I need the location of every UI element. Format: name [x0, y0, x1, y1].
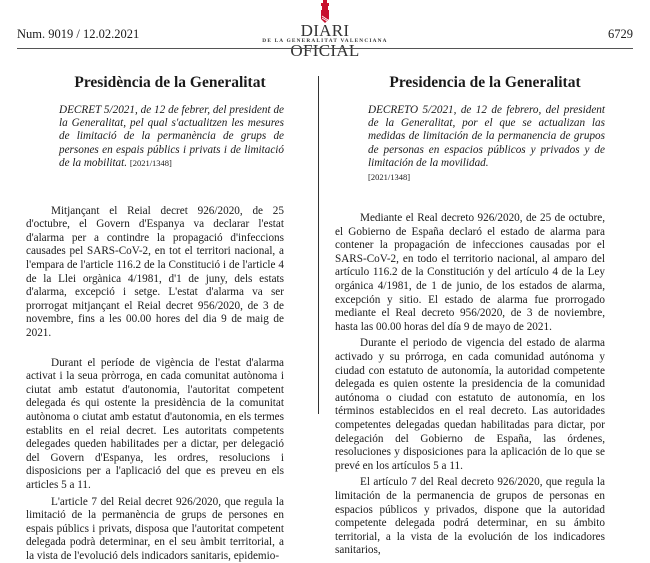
- decree-title: [59, 104, 284, 171]
- section-title: Presidencia de la Generalitat: [365, 76, 605, 90]
- paragraph: Durante el periodo de vigencia del estado de alarma activado y su prórroga, en cada comunidad autónoma y ciudad con estatuto de autonomía, la autoridad competente delegada es quien ostente la presidencia de la comunidad autónoma o ciudad con estatuto de autonomía, en los términos establecidos en el real decreto. Las autoridades competentes delegadas quedan habilitadas para dictar, por delegación del Gobierno de España, las órdenes, resoluciones y disposiciones para la aplicación de lo que se prevé en los artículos 5 a 11.: [335, 337, 605, 473]
- decree-reference: [2021/1348]: [130, 158, 172, 168]
- spanish-column: [335, 76, 605, 558]
- section-title: Presidència de la Generalitat: [56, 76, 284, 90]
- paragraph: Mediante el Real decreto 926/2020, de 25 de octubre, el Gobierno de España declaró el estado de alarma para contener la propagación de infecciones causadas por el SARS-CoV-2, en todo el territorio nacional, al amparo del artículo 116.2 de la Constitución y del artículo 4 de la Ley orgánica 4/1981, de 1 de junio, de los estados de alarma, excepción y sitio. El estado de alarma fue prorrogado mediante el Real decreto 956/2020, de 3 de noviembre, hasta las 00.00 horas del día 9 de mayo de 2021.: [335, 212, 605, 334]
- diari-oficial-logo: [285, 0, 365, 48]
- valencian-column: [26, 76, 284, 563]
- header-rule: [17, 48, 633, 49]
- paragraph: L'article 7 del Reial decret 926/2020, que regula la limitació de la permanència de grups de persones en espais públics i privats, disposa que l'autoritat competent delegada podrà determinar, en el seu àmbit territorial, a la vista de l'evolució dels indicadors sanitaris, epidemio-: [26, 496, 284, 563]
- logo-subtitle: DE LA GENERALITAT VALENCIANA: [255, 38, 395, 44]
- page-header: [0, 0, 650, 48]
- decree-title: [368, 104, 605, 184]
- decree-reference: [2021/1348]: [368, 172, 410, 182]
- paragraph: Durant el període de vigència de l'estat d'alarma activat i la seua pròrroga, en cada comunitat autònoma i ciutat amb estatut d'autonomia, l'autoritat competent delegada és qui ostente la presidència de la comunitat autònoma o ciutat amb estatut d'autonomia, en els termes establits en el reial decret. Les autoritats competents delegades queden habilitades per a dictar, per delegació del Govern d'Espanya, les ordres, resolucions i disposicions per a l'aplicació del que es preveu en els articles 5 a 11.: [26, 357, 284, 493]
- logo-title: DIARI OFICIAL: [265, 21, 385, 61]
- page-number: 6729: [608, 27, 633, 42]
- paragraph: El artículo 7 del Real decreto 926/2020, que regula la limitación de la permanencia de grupos de personas en espacios públicos y privados, dispone que la autoridad competente delegada podrá determinar, en su ámbito territorial, a la vista de la evolución de los indicadores sanitarios,: [335, 476, 605, 558]
- paragraph: Mitjançant el Reial decret 926/2020, de 25 d'octubre, el Govern d'Espanya va declarar l'estat d'alarma per a contindre la propagació d'infeccions causades pel SARS-CoV-2, en tot el territori nacional, a l'empara de l'article 116.2 de la Constitució i de l'article 4 de la Llei orgànica 4/1981, d'1 de juny, dels estats d'alarma, excepció i setge. L'estat d'alarma va ser prorrogat mitjançant el Reial decret 956/2020, de 3 de novembre, fins a les 00.00 hores del dia 9 de maig de 2021.: [26, 205, 284, 341]
- column-divider: [318, 76, 319, 414]
- decree-title-text: DECRET 5/2021, de 12 de febrer, del president de la Generalitat, pel qual s'actualitzen les mesures de limitació de la permanència de grups de persones en espais públics i privats i de limitació de la mobilitat.: [59, 104, 284, 170]
- decree-title-text: DECRETO 5/2021, de 12 de febrero, del president de la Generalitat, por el que se actualizan las medidas de limitación de la permanencia de grupos de personas en espacios públicos y privados y de limitación de la movilidad.: [368, 104, 605, 170]
- issue-number-date: Num. 9019 / 12.02.2021: [17, 27, 139, 42]
